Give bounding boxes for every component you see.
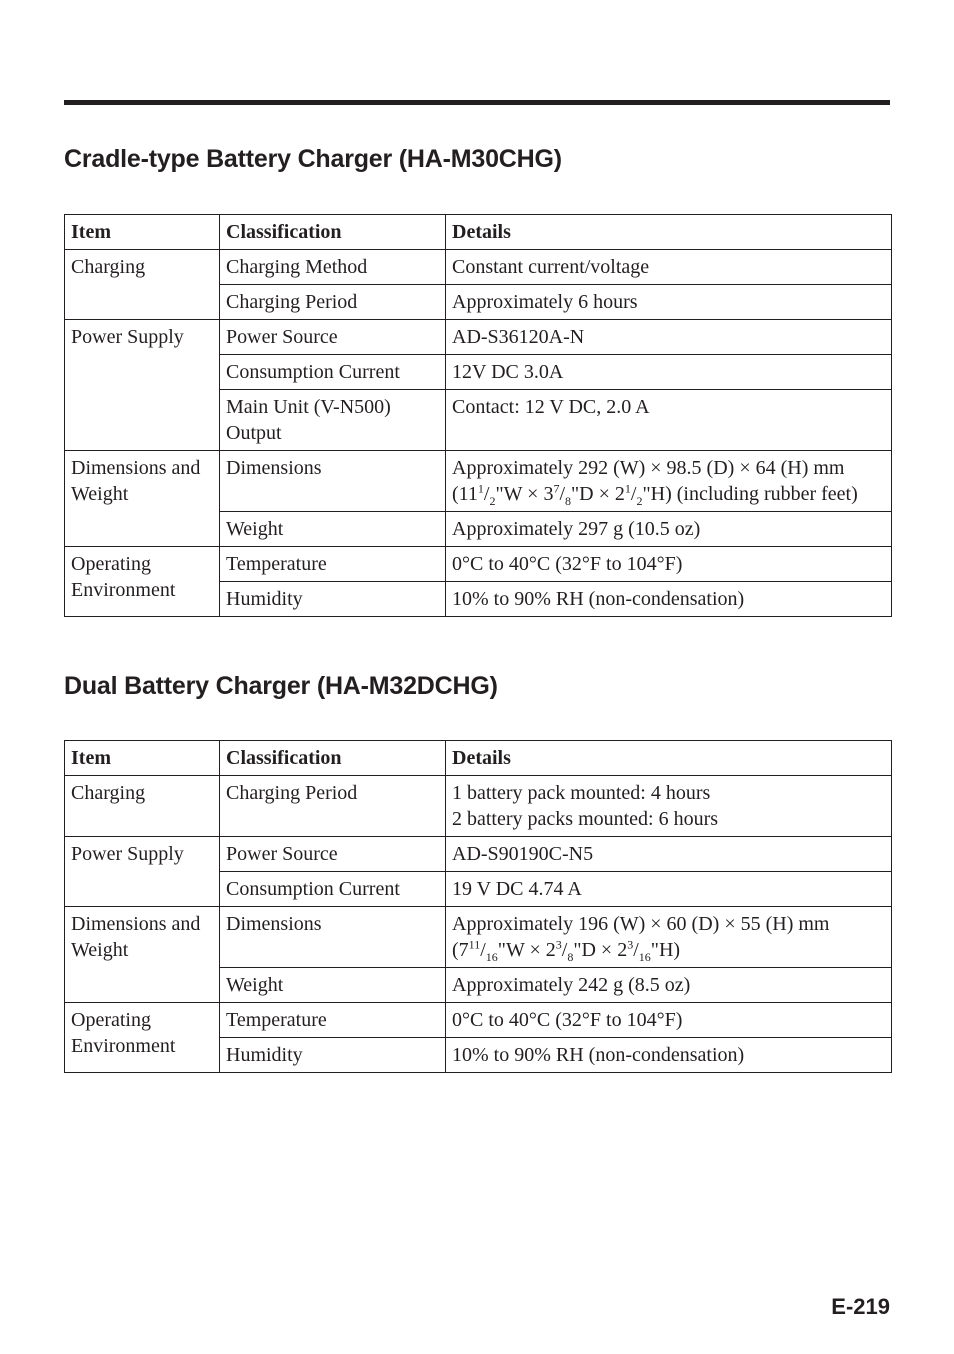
header-item: Item xyxy=(65,215,220,250)
fraction-numerator: 7 xyxy=(553,481,560,496)
spec-table-dual-charger xyxy=(64,740,892,1073)
dimensions-imperial xyxy=(452,937,681,964)
fraction-denominator: 16 xyxy=(485,950,498,964)
fraction-slash: / xyxy=(633,939,639,961)
item-charging: Charging xyxy=(65,776,220,837)
item-dimensions-weight: Dimensions and Weight xyxy=(65,907,220,1003)
classification-consumption-current: Consumption Current xyxy=(220,355,446,390)
dim-text: "D × 2 xyxy=(573,939,628,961)
table-row xyxy=(65,907,892,968)
details-charging-method: Constant current/voltage xyxy=(446,250,892,285)
dim-text: "H) (including rubber feet) xyxy=(642,483,858,505)
dimensions-metric: Approximately 292 (W) × 98.5 (D) × 64 (H) mm xyxy=(452,457,845,479)
fraction-numerator: 11 xyxy=(468,937,481,952)
top-rule xyxy=(64,100,890,105)
item-dimensions-weight: Dimensions and Weight xyxy=(65,451,220,547)
classification-charging-period: Charging Period xyxy=(220,285,446,320)
classification-weight: Weight xyxy=(220,968,446,1003)
fraction-slash: / xyxy=(559,483,566,505)
details-charging-period xyxy=(446,776,892,837)
table-header-row xyxy=(65,741,892,776)
dim-text: (7 xyxy=(452,939,469,961)
details-dimensions xyxy=(446,907,892,968)
dim-text: "W × 3 xyxy=(495,483,554,505)
charging-period-two-packs: 2 battery packs mounted: 6 hours xyxy=(452,808,719,830)
details-consumption-current: 12V DC 3.0A xyxy=(446,355,892,390)
fraction-numerator: 3 xyxy=(555,937,562,952)
fraction-denominator: 8 xyxy=(565,494,572,508)
item-power-supply: Power Supply xyxy=(65,320,220,451)
table-row xyxy=(65,1003,892,1038)
dimensions-imperial xyxy=(452,481,858,508)
details-main-unit-output: Contact: 12 V DC, 2.0 A xyxy=(446,390,892,451)
classification-charging-method: Charging Method xyxy=(220,250,446,285)
fraction-denominator: 2 xyxy=(489,494,496,508)
charging-period-one-pack: 1 battery pack mounted: 4 hours xyxy=(452,782,711,804)
fraction-numerator: 3 xyxy=(627,937,634,952)
header-item: Item xyxy=(65,741,220,776)
fraction-numerator: 1 xyxy=(624,481,631,496)
item-operating-environment: Operating Environment xyxy=(65,547,220,617)
header-details: Details xyxy=(446,215,892,250)
details-weight: Approximately 297 g (10.5 oz) xyxy=(446,512,892,547)
header-classification: Classification xyxy=(220,741,446,776)
details-humidity: 10% to 90% RH (non-condensation) xyxy=(446,1038,892,1073)
item-operating-environment: Operating Environment xyxy=(65,1003,220,1073)
spec-table-cradle-charger xyxy=(64,214,892,617)
dimensions-metric: Approximately 196 (W) × 60 (D) × 55 (H) mm xyxy=(452,913,830,935)
fraction-slash: / xyxy=(483,483,490,505)
dim-text: (11 xyxy=(452,483,478,505)
table-header-row xyxy=(65,215,892,250)
table-row xyxy=(65,320,892,355)
header-details: Details xyxy=(446,741,892,776)
classification-dimensions: Dimensions xyxy=(220,451,446,512)
fraction-denominator: 2 xyxy=(636,494,643,508)
fraction-slash: / xyxy=(630,483,637,505)
classification-temperature: Temperature xyxy=(220,1003,446,1038)
fraction-denominator: 16 xyxy=(638,950,651,964)
classification-dimensions: Dimensions xyxy=(220,907,446,968)
details-humidity: 10% to 90% RH (non-condensation) xyxy=(446,582,892,617)
classification-charging-period: Charging Period xyxy=(220,776,446,837)
classification-humidity: Humidity xyxy=(220,582,446,617)
classification-main-unit-output: Main Unit (V-N500) Output xyxy=(220,390,446,451)
page-number: E-219 xyxy=(831,1294,890,1319)
fraction-slash: / xyxy=(561,939,568,961)
header-classification: Classification xyxy=(220,215,446,250)
details-temperature: 0°C to 40°C (32°F to 104°F) xyxy=(446,547,892,582)
details-power-source: AD-S90190C-N5 xyxy=(446,837,892,872)
fraction-slash: / xyxy=(480,939,486,961)
dim-text: "D × 2 xyxy=(571,483,625,505)
dim-text: "W × 2 xyxy=(497,939,556,961)
section-title-cradle-charger: Cradle-type Battery Charger (HA-M30CHG) xyxy=(64,145,562,173)
details-power-source: AD-S36120A-N xyxy=(446,320,892,355)
dim-text: "H) xyxy=(650,939,681,961)
table-row xyxy=(65,451,892,512)
classification-power-source: Power Source xyxy=(220,837,446,872)
classification-consumption-current: Consumption Current xyxy=(220,872,446,907)
classification-power-source: Power Source xyxy=(220,320,446,355)
fraction-numerator: 1 xyxy=(477,481,484,496)
item-charging: Charging xyxy=(65,250,220,320)
section-title-dual-charger: Dual Battery Charger (HA-M32DCHG) xyxy=(64,672,498,700)
table-row xyxy=(65,776,892,837)
details-consumption-current: 19 V DC 4.74 A xyxy=(446,872,892,907)
details-temperature: 0°C to 40°C (32°F to 104°F) xyxy=(446,1003,892,1038)
table-row xyxy=(65,547,892,582)
details-dimensions xyxy=(446,451,892,512)
fraction-denominator: 8 xyxy=(567,950,574,964)
table-row xyxy=(65,250,892,285)
classification-humidity: Humidity xyxy=(220,1038,446,1073)
classification-temperature: Temperature xyxy=(220,547,446,582)
table-row xyxy=(65,837,892,872)
details-weight: Approximately 242 g (8.5 oz) xyxy=(446,968,892,1003)
item-power-supply: Power Supply xyxy=(65,837,220,907)
classification-weight: Weight xyxy=(220,512,446,547)
details-charging-period: Approximately 6 hours xyxy=(446,285,892,320)
